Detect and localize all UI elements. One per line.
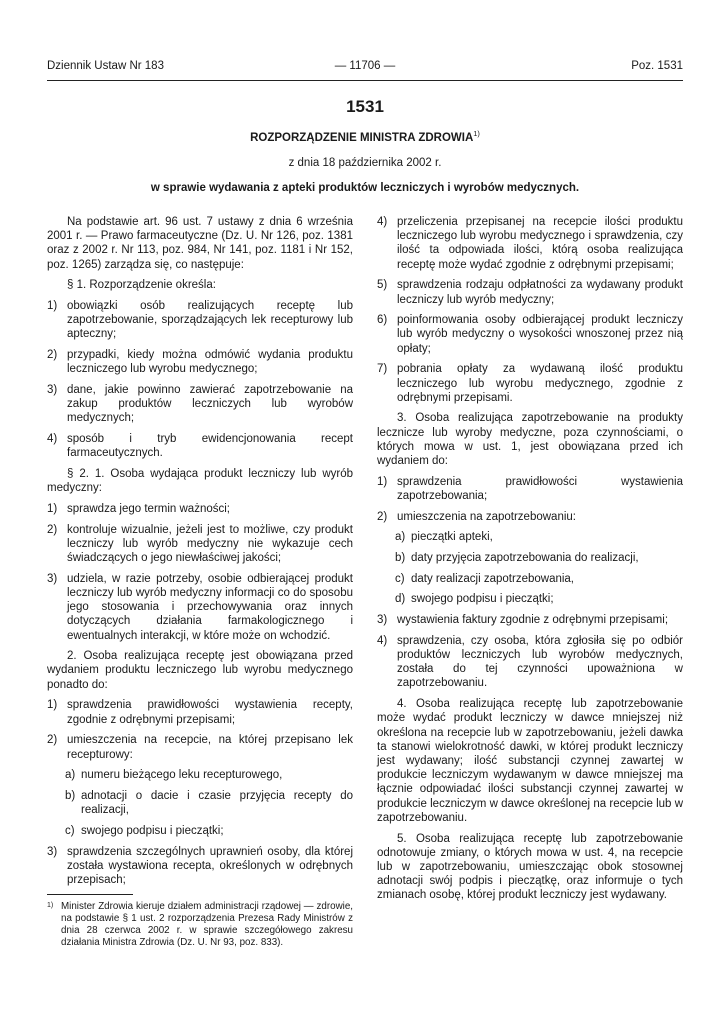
item-number: 1531 (346, 97, 384, 116)
list-item: 1) obowiązki osób realizujących receptę lub zapotrzebowanie, sporządzających lek recepturowy lub apteczny; (47, 300, 353, 341)
list-item: 4) sposób i tryb ewidencjonowania recept farmaceutycznych. (47, 433, 353, 460)
position-number: Poz. 1531 (631, 60, 683, 72)
list-item: 3) wystawienia faktury zgodnie z odrębnymi przepisami; (377, 614, 669, 627)
journal-title: Dziennik Ustaw Nr 183 (47, 60, 164, 72)
sub-list-item: d) swojego podpisu i pieczątki; (395, 593, 554, 606)
list-item: 2) umieszczenia na recepcie, na której przepisano lek recepturowy: (47, 734, 353, 761)
list-item: 4) sprawdzenia, czy osoba, która zgłosiła się po odbiór produktów leczniczych lub wyrobów medycznych, została do tej czynności upoważniona w zapotrzebowaniu. (377, 634, 683, 690)
section-2-para-5: 5. Osoba realizująca receptę lub zapotrzebowanie odnotowuje zmiany, o których mowa w ust. 4, na recepcie lub w zapotrzebowaniu, umieszczając obok stosownej adnotacji swój podpis i pieczątkę, oraz informuje o tych zmianach osobę, której produkt leczniczy jest wydawany. (377, 832, 683, 902)
section-2-heading: § 2. 1. Osoba wydająca produkt leczniczy lub wyrób medyczny: (47, 468, 353, 495)
footnote-text: Minister Zdrowia kieruje działem administracji rządowej — zdrowie, na podstawie § 1 ust. 2 rozporządzenia Prezesa Rady Ministrów z dnia 28 czerwca 2002 r. w sprawie szczegółowego zakresu działania Ministra Zdrowia (Dz. U. Nr 93, poz. 833). (61, 901, 353, 948)
list-item: 1) sprawdzenia prawidłowości wystawienia zapotrzebowania; (377, 475, 683, 502)
act-title (47, 126, 683, 146)
footnote-mark: 1) (47, 902, 54, 909)
list-item: 1) sprawdzenia prawidłowości wystawienia recepty, zgodnie z odrębnymi przepisami; (47, 699, 353, 726)
list-item: 3) dane, jakie powinno zawierać zapotrzebowanie na zakup produktów leczniczych lub wyrobów medycznych; (47, 384, 353, 425)
list-item: 3) sprawdzenia szczególnych uprawnień osoby, dla której została wystawiona recepta, określonych w odrębnych przepisach; (47, 845, 353, 886)
title-block (47, 96, 683, 196)
intro-paragraph: Na podstawie art. 96 ust. 7 ustawy z dnia 6 września 2001 r. — Prawo farmaceutyczne (Dz. U. Nr 126, poz. 1381 oraz z 2002 r. Nr 113, poz. 984, Nr 141, poz. 1181 i Nr 152, poz. 1265) zarządza się, co następuje: (47, 216, 353, 271)
section-1-heading: § 1. Rozporządzenie określa: (67, 279, 216, 292)
act-title-text: ROZPORZĄDZENIE MINISTRA ZDROWIA (250, 131, 474, 144)
section-2-para-3: 3. Osoba realizująca zapotrzebowanie na produkty lecznicze lub wyroby medyczne, poza czynnościami, o których mowa w ust. 1, jest obowiązana przed ich wydaniem do: (377, 412, 683, 468)
right-column (377, 215, 683, 909)
sub-list-item: b) daty przyjęcia zapotrzebowania do realizacji, (395, 552, 639, 565)
sub-list-item: c) daty realizacji zapotrzebowania, (395, 572, 575, 585)
sub-list-item: c) swojego podpisu i pieczątki; (65, 824, 224, 837)
sub-list-item: a) numeru bieżącego leku recepturowego, (65, 769, 283, 782)
header-divider (47, 80, 683, 81)
list-item: 7) pobrania opłaty za wydawaną ilość produktu leczniczego lub wyrobu medycznego, zgodnie z odrębnymi przepisami. (377, 363, 683, 404)
list-item: 1) sprawdza jego termin ważności; (47, 502, 230, 515)
act-date: z dnia 18 października 2002 r. (288, 156, 442, 169)
page-number: — 11706 — (334, 60, 396, 72)
sub-list-item: a) pieczątki apteki, (395, 531, 493, 544)
list-item: 2) kontroluje wizualnie, jeżeli jest to możliwe, czy produkt leczniczy lub wyrób medyczny nie wykazuje cech świadczących o jego niewłaściwej jakości; (47, 523, 353, 565)
list-item: 3) udziela, w razie potrzeby, osobie odbierającej produkt leczniczy lub wyrób medyczny informacji co do sposobu jego stosowania i przechowywania oraz innych dotyczących działania farmakologicznego i ewentualnych interakcji, w które może on wchodzić. (47, 572, 353, 642)
left-column (47, 215, 353, 894)
act-subject: w sprawie wydawania z apteki produktów leczniczych i wyrobów medycznych. (150, 181, 580, 194)
footnote-ref: 1) (473, 129, 480, 138)
footnote-divider (47, 894, 133, 895)
list-item: 6) poinformowania osoby odbierającej produkt leczniczy lub wyrób medyczny o wysokości wnoszonej przez nią opłaty; (377, 314, 683, 355)
list-item: 4) przeliczenia przepisanej na recepcie ilości produktu leczniczego lub wyrobu medycznego i sprawdzenia, czy ilość ta odpowiada ilości, którą osoba realizująca receptę może wydać zgodnie z odrębnymi przepisami; (377, 216, 683, 271)
list-item: 5) sprawdzenia rodzaju odpłatności za wydawany produkt leczniczy lub wyrób medyczny; (377, 279, 683, 306)
section-2-para-2: 2. Osoba realizująca receptę jest obowiązana przed wydaniem produktu leczniczego lub wyrobu medycznego ponadto do: (47, 650, 353, 691)
list-item: 2) umieszczenia na zapotrzebowaniu: (377, 510, 576, 523)
page-header (47, 60, 683, 78)
sub-list-item: b) adnotacji o dacie i czasie przyjęcia recepty do realizacji, (65, 789, 353, 817)
list-item: 2) przypadki, kiedy można odmówić wydania produktu leczniczego lub wyrobu medycznego; (47, 349, 353, 376)
footnote (47, 901, 353, 949)
section-2-para-4: 4. Osoba realizująca receptę lub zapotrzebowanie może wydać produkt leczniczy w dawce mniejszej niż określona na recepcie lub w zapotrzebowaniu, jeżeli dawka ta stanowi wielokrotność dawki, w której produkt leczniczy jest wydawany; ilość substancji czynnej zawartej w produkcie leczniczym wydawanym w dawce mniejszej ma łącznie odpowiadać ilości substancji czynnej zawartej w produkcie leczniczym w dawce określonej na recepcie lub w zapotrzebowaniu. (377, 698, 683, 824)
